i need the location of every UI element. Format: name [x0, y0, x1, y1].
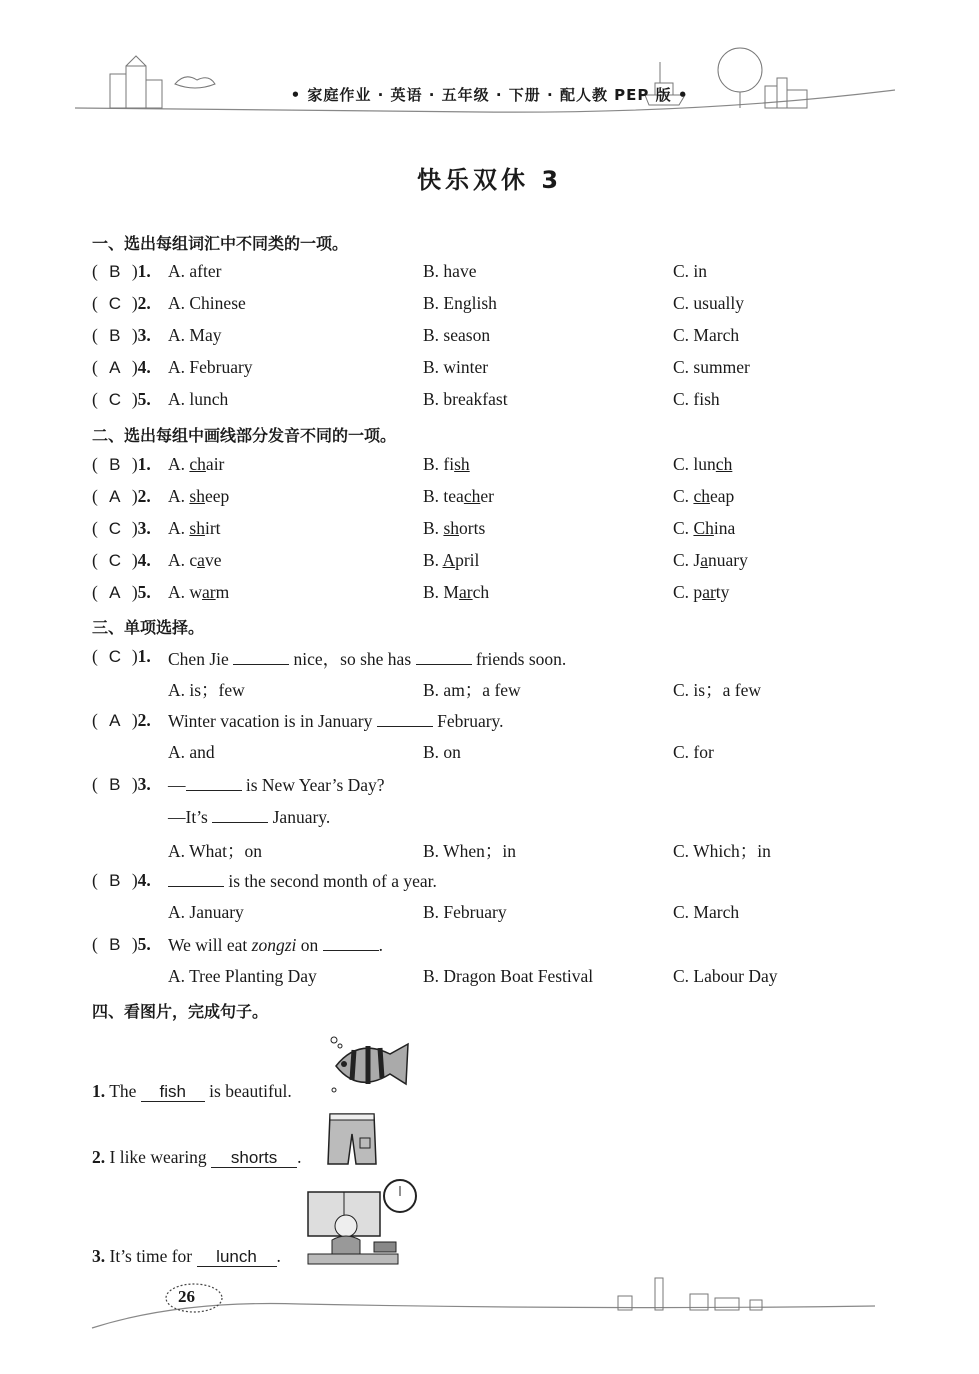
answer-paren: ( C )1. — [92, 646, 151, 666]
option-a: A. warm — [168, 582, 230, 602]
blank — [186, 774, 242, 791]
option-b: B. fish — [423, 454, 470, 474]
option-a: A. and — [168, 742, 215, 762]
option-c: C. March — [673, 902, 740, 922]
option-c: C. in — [673, 261, 708, 281]
option-c: C. is；a few — [673, 680, 761, 700]
item-number: 3. — [137, 518, 151, 538]
option-c: C. fish — [673, 389, 720, 409]
item-number: 1. — [137, 454, 151, 474]
option-a: A. chair — [168, 454, 225, 474]
answer: C — [108, 551, 121, 570]
option-c: C. Which；in — [673, 841, 771, 861]
answer: B — [109, 455, 121, 474]
item-number: 4. — [137, 357, 151, 377]
option-b: B. Dragon Boat Festival — [423, 966, 594, 986]
item-number: 5. — [137, 582, 151, 602]
answer-paren: ( A )2. — [92, 486, 151, 506]
item-number: 5. — [137, 934, 151, 954]
option-b: B. season — [423, 325, 491, 345]
item-number: 2. — [137, 293, 151, 313]
option-c: C. Labour Day — [673, 966, 778, 986]
answer: B — [109, 871, 121, 890]
page-number: 26 — [178, 1287, 195, 1306]
question-text: We will eat zongzi on . — [168, 935, 383, 955]
answer-paren: ( C )5. — [92, 389, 151, 409]
item-number: 2. — [137, 710, 151, 730]
option-b: B. When；in — [423, 841, 517, 861]
option-a: A. lunch — [168, 389, 229, 409]
answer-paren: ( A )4. — [92, 357, 151, 377]
answer-fill: fish — [141, 1083, 205, 1102]
item-number: 2. — [137, 486, 151, 506]
question-text: —It’s January. — [168, 807, 331, 827]
answer: B — [109, 262, 121, 281]
header-text: • 家庭作业 · 英语 · 五年级 · 下册 · 配人教 PEP 版 • — [290, 86, 689, 104]
answer-fill: shorts — [211, 1149, 297, 1168]
answer-paren: ( C )4. — [92, 550, 151, 570]
answer-paren: ( B )1. — [92, 454, 151, 474]
question-text: Winter vacation is in January February. — [168, 711, 504, 731]
answer-paren: ( B )3. — [92, 774, 151, 794]
lunch-picture — [306, 1176, 420, 1268]
answer: C — [108, 294, 121, 313]
item-number: 1. — [137, 261, 151, 281]
question-text: Chen Jie nice，so she has friends soon. — [168, 649, 567, 669]
item-number: 3. — [137, 774, 151, 794]
option-c: C. usually — [673, 293, 744, 313]
answer: B — [109, 935, 121, 954]
option-a: A. Tree Planting Day — [168, 966, 317, 986]
option-b: B. February — [423, 902, 507, 922]
option-b: B. April — [423, 550, 480, 570]
option-c: C. China — [673, 518, 736, 538]
option-a: A. Chinese — [168, 293, 246, 313]
answer-paren: ( C )2. — [92, 293, 151, 313]
option-b: B. on — [423, 742, 461, 762]
option-b: B. teacher — [423, 486, 494, 506]
item-number: 5. — [137, 389, 151, 409]
answer: A — [109, 583, 121, 602]
option-b: B. English — [423, 293, 497, 313]
option-c: C. January — [673, 550, 748, 570]
section-2-heading: 二、选出每组中画线部分发音不同的一项。 — [92, 426, 397, 445]
answer-paren: ( A )2. — [92, 710, 151, 730]
option-a: A. May — [168, 325, 222, 345]
option-b: B. winter — [423, 357, 489, 377]
option-c: C. party — [673, 582, 730, 602]
answer-paren: ( A )5. — [92, 582, 151, 602]
section-3-heading: 三、单项选择。 — [92, 618, 205, 637]
shorts-picture — [326, 1110, 378, 1168]
item-number: 4. — [137, 870, 151, 890]
answer: A — [109, 711, 121, 730]
footer-decoration — [0, 1270, 979, 1340]
blank — [323, 934, 379, 951]
option-b: B. am；a few — [423, 680, 521, 700]
option-b: B. March — [423, 582, 490, 602]
answer: A — [109, 358, 121, 377]
option-c: C. cheap — [673, 486, 735, 506]
option-c: C. summer — [673, 357, 750, 377]
option-a: A. is；few — [168, 680, 245, 700]
section-4-heading: 四、看图片，完成句子。 — [92, 1002, 269, 1021]
sentence-2: 2. I like wearing shorts . — [92, 1147, 302, 1167]
option-a: A. January — [168, 902, 244, 922]
option-b: B. breakfast — [423, 389, 508, 409]
blank — [416, 648, 472, 665]
question-text: is the second month of a year. — [168, 870, 437, 892]
option-a: A. after — [168, 261, 222, 281]
answer-paren: ( B )4. — [92, 870, 151, 890]
fish-picture — [328, 1032, 412, 1098]
answer: C — [108, 390, 121, 409]
answer: A — [109, 487, 121, 506]
option-c: C. lunch — [673, 454, 733, 474]
answer-paren: ( B )3. — [92, 325, 151, 345]
section-1-heading: 一、选出每组词汇中不同类的一项。 — [92, 234, 349, 253]
item-number: 4. — [137, 550, 151, 570]
option-c: C. March — [673, 325, 740, 345]
option-a: A. February — [168, 357, 253, 377]
option-b: B. shorts — [423, 518, 486, 538]
option-b: B. have — [423, 261, 477, 281]
option-a: A. sheep — [168, 486, 230, 506]
answer: B — [109, 326, 121, 345]
item-number: 3. — [137, 325, 151, 345]
blank — [233, 648, 289, 665]
option-a: A. What；on — [168, 841, 262, 861]
answer: C — [108, 647, 121, 666]
option-a: A. shirt — [168, 518, 221, 538]
answer: B — [109, 775, 121, 794]
option-c: C. for — [673, 742, 714, 762]
blank — [168, 870, 224, 887]
option-a: A. cave — [168, 550, 222, 570]
item-number: 1. — [137, 646, 151, 666]
sentence-1: 1. The fish is beautiful. — [92, 1081, 292, 1101]
sentence-3: 3. It’s time for lunch . — [92, 1246, 281, 1266]
blank — [377, 710, 433, 727]
page-title: 快乐双休 3 — [416, 166, 563, 194]
answer-fill: lunch — [197, 1248, 277, 1267]
answer-paren: ( C )3. — [92, 518, 151, 538]
answer-paren: ( B )1. — [92, 261, 151, 281]
answer-paren: ( B )5. — [92, 934, 151, 954]
question-text: — is New Year’s Day? — [168, 775, 385, 795]
blank — [212, 806, 268, 823]
answer: C — [108, 519, 121, 538]
